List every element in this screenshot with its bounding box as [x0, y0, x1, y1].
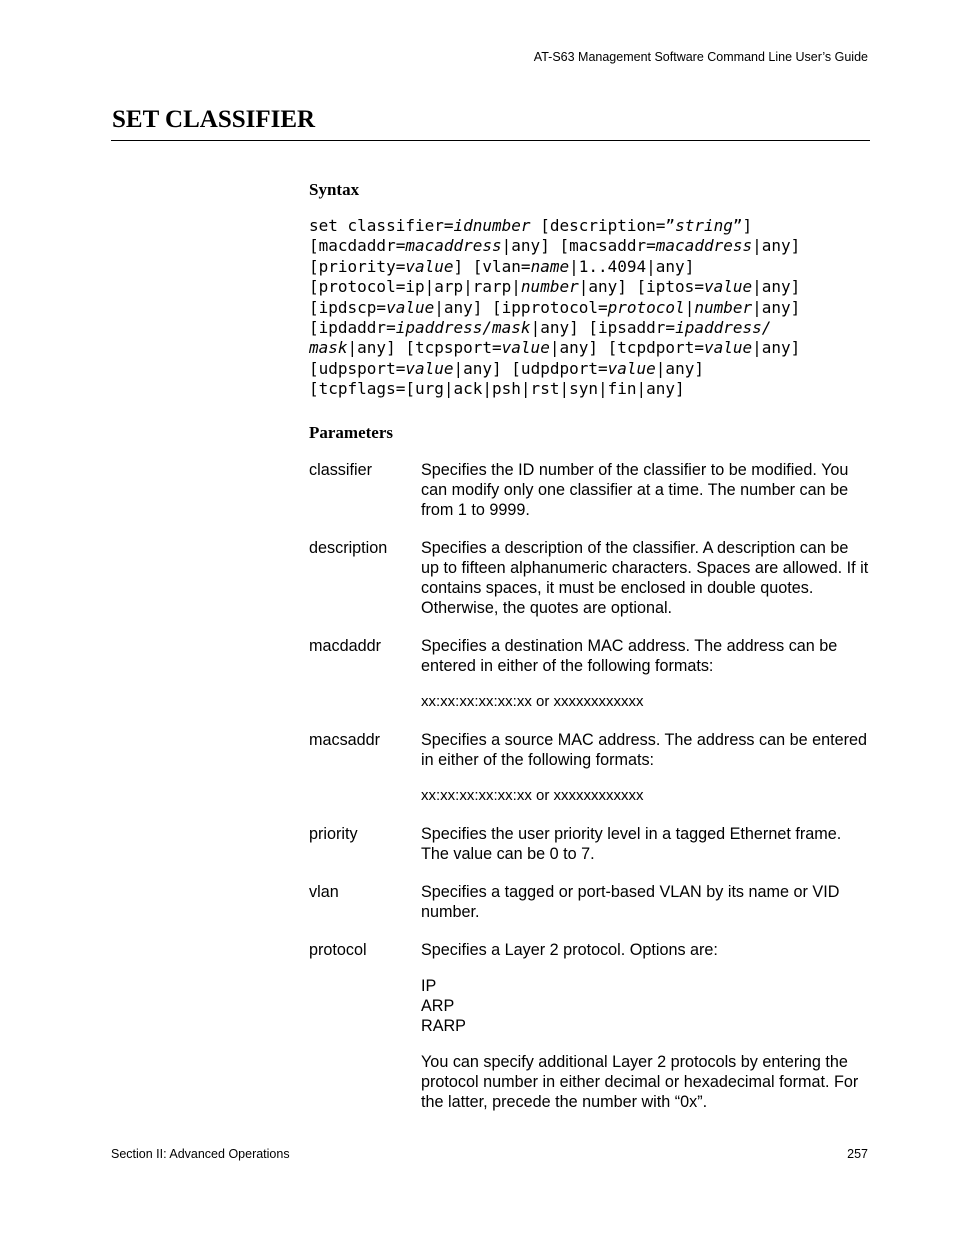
parameter-name: description	[309, 539, 388, 557]
syntax-literal: |any]	[752, 236, 801, 256]
parameter-description	[421, 636, 869, 712]
guide-title: AT-S63 Management Software Command Line User’s Guide	[533, 50, 868, 64]
syntax-literal: [priority=	[309, 256, 406, 276]
syntax-literal: |any] [tcpsport=	[347, 338, 502, 358]
footer-section: Section II: Advanced Operations	[111, 1147, 290, 1161]
parameter-paragraph: Specifies the user priority level in a tagged Ethernet frame. The value can be 0 to 7.	[421, 825, 842, 863]
syntax-literal: |any] [ipsaddr=	[530, 318, 676, 338]
parameter-paragraph: IP ARP RARP	[421, 977, 466, 1035]
syntax-literal: set classifier=	[309, 216, 454, 235]
syntax-variable: macaddress	[405, 236, 502, 256]
syntax-variable: value	[703, 338, 753, 358]
parameter-paragraph: Specifies a Layer 2 protocol. Options are:	[421, 941, 718, 959]
syntax-literal: [macdaddr=	[309, 236, 406, 256]
syntax-literal: |any] [iptos=	[578, 277, 704, 297]
parameter-paragraph: xx:xx:xx:xx:xx:xx or xxxxxxxxxxxx	[421, 787, 644, 804]
syntax-line	[309, 216, 869, 236]
syntax-variable: idnumber	[453, 216, 531, 235]
parameter-description	[421, 882, 869, 922]
syntax-variable: number	[694, 297, 753, 317]
syntax-line	[309, 359, 869, 379]
syntax-line	[309, 298, 869, 318]
syntax-variable: macaddress	[655, 236, 753, 256]
syntax-literal: [ipdaddr=	[309, 318, 396, 338]
syntax-literal: [tcpflags=[urg|ack|psh|rst|syn|fin|any]	[309, 379, 685, 399]
syntax-variable: protocol	[607, 297, 685, 317]
syntax-literal: |any]	[655, 358, 704, 378]
parameter-paragraph: Specifies a destination MAC address. The address can be entered in either of the following formats:	[421, 637, 838, 675]
syntax-variable: ipaddress/mask	[395, 318, 531, 338]
syntax-variable: value	[607, 358, 656, 378]
parameter-name: macsaddr	[309, 731, 381, 749]
syntax-variable: value	[703, 277, 753, 297]
syntax-literal: |any] [tcpdport=	[549, 338, 704, 358]
parameter-row	[309, 730, 869, 806]
syntax-variable: value	[405, 256, 454, 276]
page-title: SET CLASSIFIER	[112, 106, 316, 133]
parameter-description	[421, 940, 869, 1112]
syntax-literal: [udpsport=	[309, 358, 406, 378]
syntax-variable: ipaddress/	[675, 318, 772, 338]
parameter-name: vlan	[309, 883, 339, 901]
title-divider	[111, 140, 870, 141]
parameter-row	[309, 636, 869, 712]
syntax-literal: |	[684, 297, 695, 317]
parameter-paragraph: Specifies the ID number of the classifier to be modified. You can modify only one classifier at a time. The number can be from 1 to 9999.	[421, 461, 849, 519]
syntax-variable: value	[405, 358, 454, 378]
syntax-heading: Syntax	[309, 180, 360, 199]
syntax-variable: mask	[309, 338, 348, 358]
syntax-literal: [description=”	[530, 216, 676, 235]
parameters-list	[309, 460, 869, 1130]
syntax-variable: number	[520, 277, 579, 297]
parameter-name: classifier	[309, 461, 372, 479]
syntax-literal: |any]	[752, 277, 801, 297]
parameter-name: priority	[309, 825, 358, 843]
parameter-paragraph: Specifies a description of the classifier. A description can be up to fifteen alphanumeric characters. Spaces are allowed. If it contains spaces, it must be enclosed in double quotes. Otherwise, the quotes are optional.	[421, 539, 869, 617]
parameter-row	[309, 940, 869, 1112]
syntax-line	[309, 379, 869, 399]
syntax-literal: |any]	[752, 297, 801, 317]
syntax-literal: |any] [macsaddr=	[501, 236, 656, 256]
syntax-literal: |any] [udpdport=	[453, 358, 608, 378]
syntax-literal: |any] [ipprotocol=	[434, 297, 608, 317]
page-number: 257	[847, 1147, 868, 1161]
syntax-line	[309, 338, 869, 358]
syntax-variable: name	[530, 256, 570, 276]
parameter-description	[421, 460, 869, 520]
syntax-literal: ”]	[732, 216, 753, 235]
syntax-variable: string	[675, 216, 733, 235]
syntax-variable: value	[501, 338, 550, 358]
parameter-name: macdaddr	[309, 637, 381, 655]
parameter-name: protocol	[309, 941, 367, 959]
syntax-line	[309, 318, 869, 338]
parameter-row	[309, 824, 869, 864]
syntax-variable: value	[386, 297, 435, 317]
syntax-literal: [protocol=ip|arp|rarp|	[309, 277, 521, 297]
parameter-row	[309, 460, 869, 520]
parameter-description	[421, 538, 869, 618]
syntax-literal: ] [vlan=	[453, 256, 531, 276]
parameters-heading: Parameters	[309, 423, 394, 442]
parameter-description	[421, 730, 869, 806]
parameter-row	[309, 882, 869, 922]
syntax-literal: |any]	[752, 338, 801, 358]
syntax-code-block	[309, 216, 869, 400]
parameter-paragraph: You can specify additional Layer 2 protocols by entering the protocol number in either decimal or hexadecimal format. For the latter, precede the number with “0x”.	[421, 1053, 859, 1111]
parameter-row	[309, 538, 869, 618]
parameter-description	[421, 824, 869, 864]
syntax-literal: |1..4094|any]	[569, 256, 695, 276]
parameter-paragraph: xx:xx:xx:xx:xx:xx or xxxxxxxxxxxx	[421, 693, 644, 710]
parameter-paragraph: Specifies a tagged or port-based VLAN by its name or VID number.	[421, 883, 840, 921]
syntax-literal: [ipdscp=	[309, 297, 387, 317]
syntax-line	[309, 236, 869, 256]
syntax-line	[309, 257, 869, 277]
syntax-line	[309, 277, 869, 297]
parameter-paragraph: Specifies a source MAC address. The address can be entered in either of the following formats:	[421, 731, 868, 769]
